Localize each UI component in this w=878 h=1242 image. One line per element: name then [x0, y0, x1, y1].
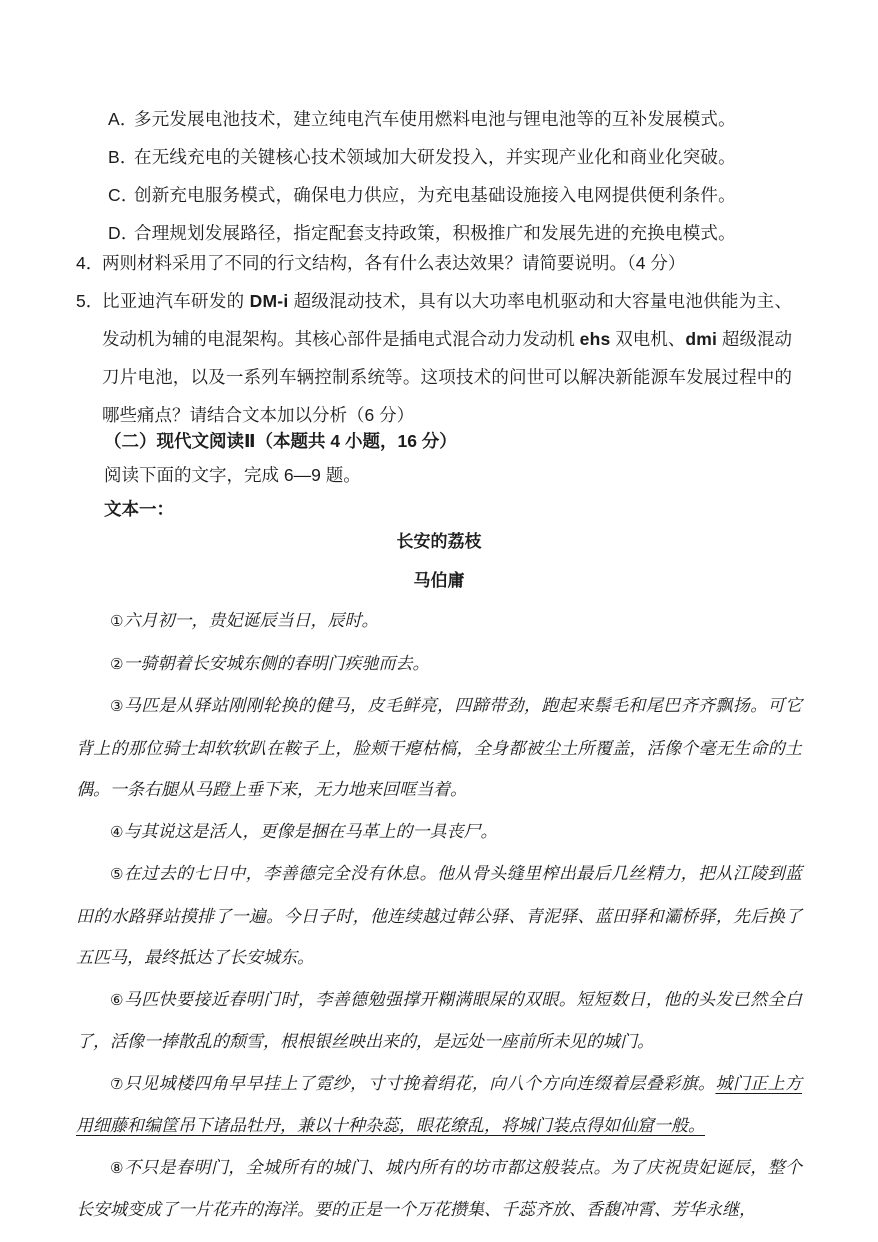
mc-option-a-letter: A．: [108, 109, 138, 129]
article-paragraph-6: [76, 979, 802, 1063]
paragraph-text-3: 马匹是从驿站刚刚轮换的健马，皮毛鲜亮，四蹄带劲，跑起来鬃毛和尾巴齐齐飘扬。可它背上的那位骑士却软软趴在鞍子上，脸颊干瘪枯槁，全身都被尘土所覆盖，活像个毫无生命的土偶。一条右腿从马蹬上垂下来，无力地来回哐当着。: [76, 696, 803, 799]
paragraph-marker-1: ①: [110, 612, 124, 630]
paragraph-text-6: 马匹快要接近春明门时，李善德勉强撑开糊满眼屎的双眼。短短数日，他的头发已然全白了，活像一捧散乱的颓雪，根根银丝映出来的，是远处一座前所未见的城门。: [76, 989, 803, 1051]
question-5-part-4: 超级混动刀片电池，以及一系列车辆控制系统等。这项技术的问世可以解决新能源车发展过程中的哪些痛点？请结合文本加以分析（6 分）: [102, 329, 792, 425]
mc-option-c-letter: C．: [108, 185, 139, 205]
paragraph-marker-2: ②: [110, 654, 124, 673]
article-paragraph-2: [76, 643, 802, 686]
article-title: 长安的荔枝: [396, 532, 482, 551]
question-5: [76, 282, 792, 434]
paragraph-7-underlined-sentence: 城门正上方用细藤和编筐吊下诸品牡丹，兼以十种杂蕊，眼花缭乱，将城门装点得如仙窟一般。: [76, 1073, 803, 1135]
article-paragraph-1: [76, 600, 802, 643]
question-4-number: 4．: [76, 253, 104, 273]
question-list: [76, 244, 792, 434]
paragraph-marker-3: ③: [110, 697, 124, 715]
part-two-heading: （二）现代文阅读Ⅱ（本题共 4 小题，16 分）: [104, 431, 457, 451]
mc-option-b-text: 在无线充电的关键核心技术领域加大研发投入，并实现产业化和商业化突破。: [134, 147, 736, 167]
question-5-number: 5．: [76, 291, 104, 311]
article-paragraph-7: [76, 1063, 802, 1147]
question-5-part-1: 比亚迪汽车研发的: [102, 291, 250, 311]
mc-option-a: [108, 100, 786, 138]
paragraph-marker-6: ⑥: [110, 990, 124, 1009]
paragraph-text-5: 在过去的七日中，李善德完全没有休息。他从骨头缝里榨出最后几丝精力，把从江陵到蓝田的水路驿站摸排了一遍。今日子时，他连续越过韩公驿、青泥驿、蓝田驿和灞桥驿，先后换了五匹马，最终抵达了长安城东。: [76, 864, 803, 967]
paragraph-text-1: 六月初一，贵妃诞辰当日，辰时。: [123, 611, 379, 630]
article-paragraph-4: [76, 811, 802, 854]
paragraph-text-7: 只见城楼四角早早挂上了霓纱，寸寸挽着绢花，向八个方向连缀着层叠彩旗。: [123, 1073, 716, 1093]
question-4-text: 两则材料采用了不同的行文结构，各有什么表达效果？请简要说明。（4 分）: [102, 253, 686, 273]
paragraph-marker-7: ⑦: [110, 1074, 124, 1093]
question-5-term-dmi-lower: dmi: [685, 329, 718, 349]
paragraph-text-2: 一骑朝着长安城东侧的春明门疾驰而去。: [123, 653, 430, 673]
mc-option-d-letter: D．: [108, 223, 139, 243]
question-5-part-2: 超级混动技术，具有以大功率电机驱动和大容量电池供能为主、发动机为辅的电混架构。其核心部件是插电式混合动力发动机: [102, 291, 792, 349]
article-paragraph-5: [76, 853, 802, 979]
multiple-choice-options: [108, 100, 786, 252]
question-5-term-dmi: DM-i: [249, 291, 289, 311]
paragraph-marker-8: ⑧: [110, 1158, 124, 1177]
question-5-text: [102, 282, 792, 434]
mc-option-b: [108, 138, 786, 176]
question-4: [76, 244, 792, 282]
paragraph-text-8: 不只是春明门，全城所有的城门、城内所有的坊市都这般装点。为了庆祝贵妃诞辰，整个长安城变成了一片花卉的海洋。要的正是一个万花攒集、千蕊齐放、香馥冲霄、芳华永继，: [76, 1157, 803, 1219]
article-body: [76, 600, 802, 1231]
text-one-label: 文本一：: [104, 499, 174, 519]
article-author: 马伯庸: [413, 571, 465, 590]
reading-instruction: 阅读下面的文字，完成 6—9 题。: [104, 465, 361, 485]
mc-option-c-text: 创新充电服务模式，确保电力供应，为充电基础设施接入电网提供便利条件。: [134, 185, 736, 205]
paragraph-marker-4: ④: [110, 822, 124, 841]
mc-option-d-text: 合理规划发展路径，指定配套支持政策，积极推广和发展先进的充换电模式。: [134, 223, 736, 243]
paragraph-marker-5: ⑤: [110, 865, 124, 883]
mc-option-a-text: 多元发展电池技术，建立纯电汽车使用燃料电池与锂电池等的互补发展模式。: [134, 109, 736, 129]
mc-option-c: [108, 176, 786, 214]
question-5-part-3: 双电机、: [610, 329, 686, 349]
article-paragraph-3: [76, 685, 802, 811]
question-5-term-ehs: ehs: [579, 329, 611, 349]
paragraph-text-4: 与其说这是活人，更像是捆在马革上的一具丧尸。: [123, 821, 498, 841]
mc-option-b-letter: B．: [108, 147, 138, 167]
article-paragraph-8: [76, 1147, 802, 1231]
